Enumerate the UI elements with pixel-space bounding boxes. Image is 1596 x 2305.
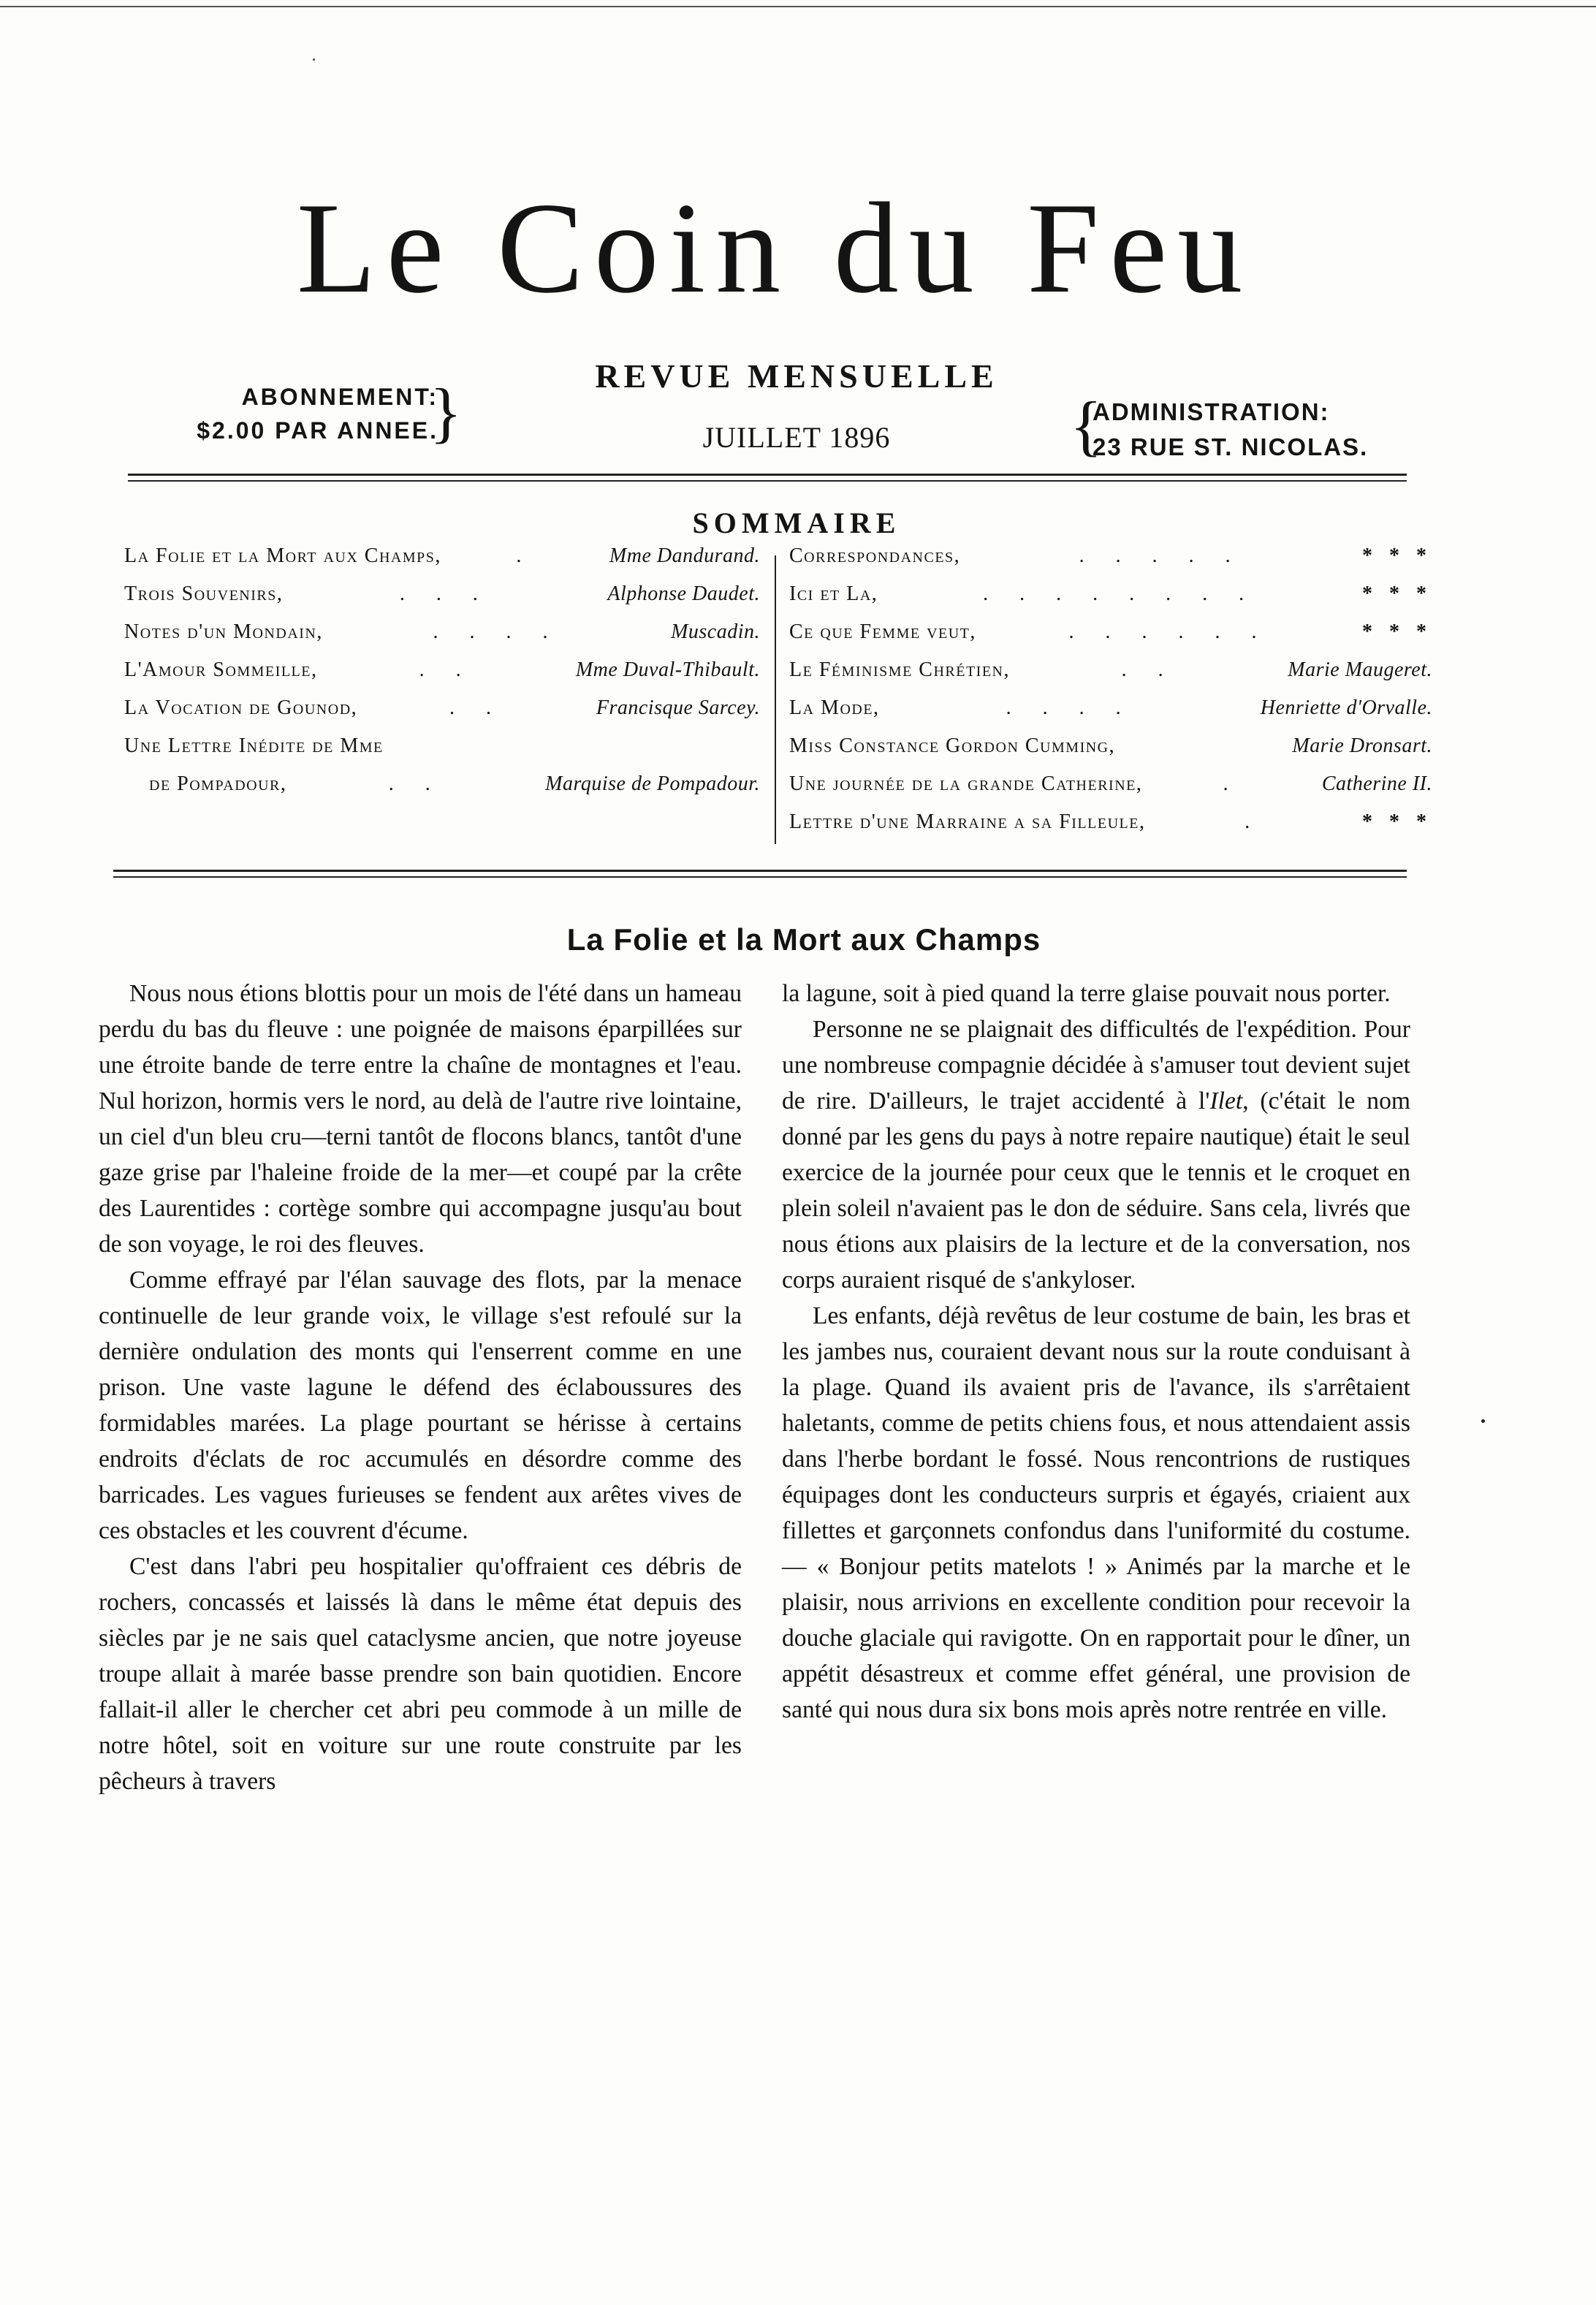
administration-address: 23 RUE ST. NICOLAS. — [1092, 433, 1369, 460]
toc-entry-title: Ici et La, — [789, 582, 878, 605]
toc-leader: . . . . — [433, 620, 561, 643]
article-text-italic: Ilet — [1209, 1087, 1243, 1114]
masthead-rule — [128, 474, 1407, 482]
toc-entry-title: Correspondances, — [789, 544, 961, 567]
toc-leader: . . . . . — [1079, 544, 1244, 567]
toc-entry-author: Marie Maugeret. — [1288, 658, 1432, 681]
ink-speck — [1481, 1419, 1485, 1423]
toc-entry-author: Alphonse Daudet. — [607, 582, 760, 605]
ink-speck — [313, 58, 315, 61]
toc-entry-title: de Pompadour, — [149, 772, 287, 795]
toc-entry-title: L'Amour Sommeille, — [124, 658, 318, 681]
toc-entry — [789, 582, 1432, 620]
top-edge-rule — [0, 6, 1596, 7]
toc-entry-author: Marie Dronsart. — [1292, 734, 1432, 757]
article-title: La Folie et la Mort aux Champs — [566, 922, 1041, 957]
article-paragraph: Les enfants, déjà revêtus de leur costume de bain, les bras et les jambes nus, couraient devant nous sur la route conduisant à la plage. Quand ils avaient pris de l'avance, ils s'arrêtaient haletants, comme de petits chiens fous, et nous attendaient assis dans l'herbe bordant le fossé. Nous rencontrions de rustiques équipages dont les conducteurs surpris et égayés, criaient aux fillettes et garçonnets confondus dans l'uniformité du costume.— « Bonjour petits matelots ! » Animés par la marche et le plaisir, nous arrivions en excellente condition pour recevoir la douche glaciale qui ravigotte. On en rapportait pour le dîner, un appétit désastreux et comme effet général, une provision de santé qui nous dura six bons mois après notre rentrée en ville. — [782, 1302, 1410, 1723]
toc-entry-title: Une Lettre Inédite de Mme — [124, 734, 384, 757]
toc-entry-author: Catherine II. — [1321, 772, 1432, 795]
toc-entry-author: Francisque Sarcey. — [596, 696, 760, 719]
article-text: , (c'était le nom donné par les gens du pays à notre repaire nautique) était le seul exercice de la journée pour ceux que le tennis et le croquet en plein soleil n'avaient pas le don de séduire. Sans cela, livrés que nous étions aux plaisirs de la lecture et de la conversation, nos corps auraient risqué de s'ankyloser. — [782, 1087, 1411, 1294]
toc-leader: . . — [419, 658, 474, 681]
toc-entry — [124, 772, 760, 810]
toc-entry — [789, 810, 1432, 848]
article-paragraph — [782, 1011, 1410, 1298]
toc-entry-title: Le Féminisme Chrétien, — [789, 658, 1010, 681]
toc-entry-title: Ce que Femme veut, — [789, 620, 976, 643]
article-column-right — [782, 976, 1410, 1728]
subscription-label: ABONNEMENT: — [241, 384, 438, 410]
article-paragraph: Nous nous étions blottis pour un mois de l'été dans un hameau perdu du bas du fleuve : une poignée de maisons éparpillées sur une étroite bande de terre entre la chaîne de montagnes et l'eau. Nul horizon, hormis vers le nord, au delà de l'autre rive lointaine, un ciel d'un bleu cru—terni tantôt de flocons blancs, tantôt d'une gaze grise par l'haleine froide de la mer—et coupé par la crête des Laurentides : cortège sombre qui accompagne jusqu'au bout de son voyage, le roi des fleuves. — [99, 980, 742, 1258]
toc-leader: . — [1223, 772, 1242, 795]
toc-entry — [124, 544, 760, 582]
toc-entry — [789, 734, 1432, 772]
article-paragraph: C'est dans l'abri peu hospitalier qu'offraient ces débris de rochers, concassés et laissés là dans le même état depuis des siècles par je ne sais quel cataclysme ancien, que notre joyeuse troupe allait à marée basse prendre son bain quotidien. Encore fallait-il aller le chercher cet abri peu commode à un mille de notre hôtel, soit en voiture sur une route construite par les pêcheurs à travers — [99, 1553, 742, 1795]
toc-entry — [124, 696, 760, 734]
toc-entry-title: La Folie et la Mort aux Champs, — [124, 544, 441, 567]
toc-leader: . . . . . . — [1068, 620, 1270, 643]
toc-entry — [124, 658, 760, 696]
toc-leader: . . — [1121, 658, 1177, 681]
administration-label: ADMINISTRATION: — [1092, 398, 1330, 425]
toc-entry-title: Une journée de la grande Catherine, — [789, 772, 1143, 795]
toc-entry — [789, 696, 1432, 734]
toc-entry — [124, 620, 760, 658]
subscription-box — [132, 380, 438, 448]
toc-right-column — [789, 544, 1432, 848]
masthead — [219, 175, 1330, 320]
toc-leader: . . . . . . . . — [983, 582, 1258, 605]
toc-entry-author: Henriette d'Orvalle. — [1260, 696, 1432, 719]
sommaire-heading: SOMMAIRE — [692, 506, 901, 539]
toc-entry-title: Notes d'un Mondain, — [124, 620, 323, 643]
issue-date: JUILLET 1896 — [702, 421, 891, 454]
toc-entry-title: Trois Souvenirs, — [124, 582, 284, 605]
toc-entry-title: La Vocation de Gounod, — [124, 696, 358, 719]
masthead-subtitle: REVUE MENSUELLE — [595, 357, 998, 395]
toc-entry-author: * * * — [1362, 544, 1432, 567]
toc-entry-title: La Mode, — [789, 696, 880, 719]
sommaire-rule — [113, 870, 1407, 878]
toc-entry-author: Mme Duval-Thibault. — [575, 658, 760, 681]
toc-entry-author: Marquise de Pompadour. — [545, 772, 760, 795]
toc-leader: . — [516, 544, 535, 567]
toc-leader: . — [1244, 810, 1264, 833]
masthead-title: Le Coin du Feu — [296, 175, 1253, 320]
article-column-left — [99, 976, 742, 1799]
toc-entry-author: * * * — [1362, 810, 1432, 833]
toc-entry — [789, 772, 1432, 810]
subscription-price: $2.00 PAR ANNEE. — [197, 417, 438, 444]
toc-entry-author: Muscadin. — [671, 620, 760, 643]
article-paragraph-continuation: la lagune, soit à pied quand la terre glaise pouvait nous porter. — [782, 980, 1391, 1007]
toc-entry — [789, 544, 1432, 582]
toc-entry — [789, 658, 1432, 696]
toc-entry-author: Mme Dandurand. — [609, 544, 760, 567]
toc-leader: . . . — [399, 582, 491, 605]
toc-entry — [789, 620, 1432, 658]
article-paragraph: Comme effrayé par l'élan sauvage des flots, par la menace continuelle de leur grande voix, le village s'est refoulé sur la dernière ondulation des monts qui l'enserrent comme en une prison. Une vaste lagune le défend des éclaboussures des formidables marées. La plage pourtant se hérisse à certains endroits d'éclats de roc accumulés en désordre comme des barricades. Les vagues furieuses se fendent aux arêtes vives de ces obstacles et les couvrent d'écume. — [99, 1267, 742, 1544]
toc-leader: . . — [449, 696, 504, 719]
toc-entry-author: * * * — [1362, 620, 1432, 643]
administration-box — [1092, 395, 1429, 465]
toc-entry-title: Lettre d'une Marraine a sa Filleule, — [789, 810, 1146, 833]
toc-entry — [124, 734, 760, 772]
brace-left-curly: { — [1070, 388, 1103, 463]
toc-entry — [124, 582, 760, 620]
brace-right-curly: } — [430, 375, 463, 449]
toc-leader: . . . . — [1006, 696, 1134, 719]
toc-left-column — [124, 544, 760, 810]
toc-entry-title: Miss Constance Gordon Cumming, — [789, 734, 1116, 757]
toc-leader: . . — [388, 772, 444, 795]
toc-column-divider — [775, 555, 776, 844]
article-text: Personne ne se plaignait des difficultés de l'expédition. Pour une nombreuse compagnie décidée à s'amuser tout devient sujet de rire. D'ailleurs, le trajet accidenté à l' — [782, 1016, 1410, 1114]
toc-entry-author: * * * — [1362, 582, 1432, 605]
